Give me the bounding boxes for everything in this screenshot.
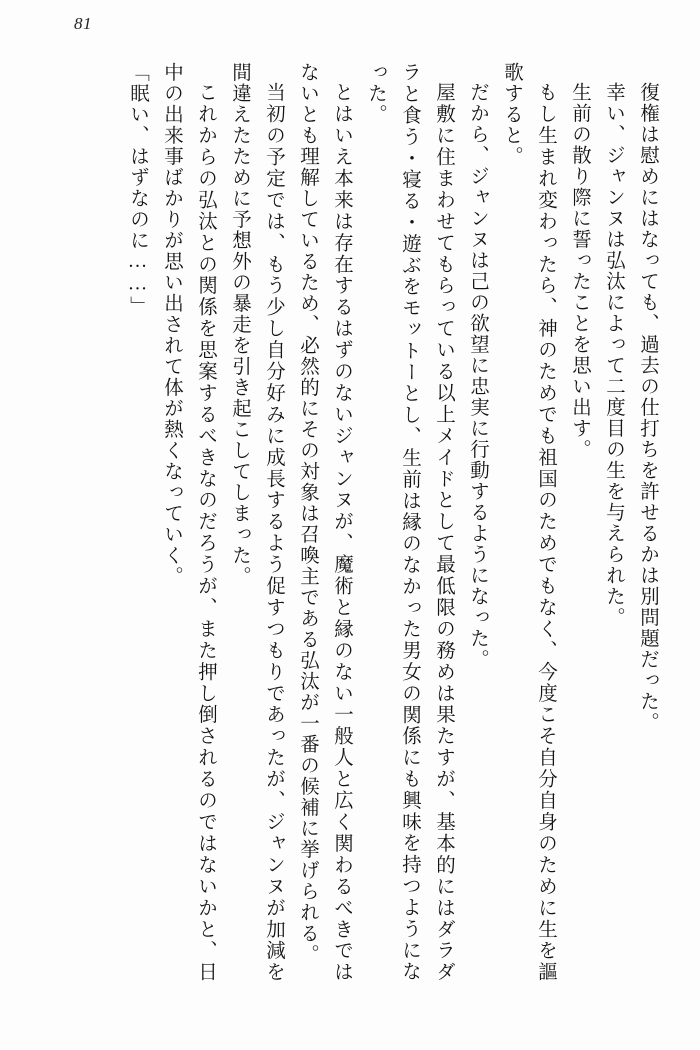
page-body-text bbox=[36, 62, 664, 982]
paragraph: 屋敷に住まわせてもらっている以上メイドとして最低限の務めは果たすが、基本的にはダラダラと食う・寝る・遊ぶをモットーとし、生前は縁のなかった男女の関係にも興味を持つようになった。 bbox=[365, 62, 454, 982]
paragraph: 復権は慰めにはなっても、過去の仕打ちを許せるかは別問題だった。 bbox=[637, 81, 658, 733]
paragraph: 生前の散り際に誓ったことを思い出す。 bbox=[569, 81, 590, 460]
paragraph: 当初の予定では、もう少し自分好みに成長するよう促すつもりであったが、ジャンヌが加減を間違えたために予想外の暴走を引き起こしてしまった。 bbox=[229, 62, 284, 982]
dialogue-paragraph: 「眠い、はずなのに……」 bbox=[127, 62, 148, 317]
page-number: 81 bbox=[74, 14, 92, 33]
paragraph: だから、ジャンヌは己の欲望に忠実に行動するようになった。 bbox=[467, 81, 488, 670]
paragraph: もし生まれ変わったら、神のためでも祖国のためでもなく、今度こそ自分自身のために生を謳歌すると。 bbox=[501, 62, 556, 983]
paragraph: これからの弘汰との関係を思案するべきなのだろうが、また押し倒されるのではないかと、日中の出来事ばかりが思い出されて体が熱くなっていく。 bbox=[161, 62, 216, 982]
paragraph: 幸い、ジャンヌは弘汰によって二度目の生を与えられた。 bbox=[603, 81, 624, 628]
paragraph: とはいえ本来は存在するはずのないジャンヌが、魔術と縁のない一般人と広く関わるべきではないとも理解しているため、必然的にその対象は召喚主である弘汰が一番の候補に挙げられる。 bbox=[297, 62, 352, 983]
